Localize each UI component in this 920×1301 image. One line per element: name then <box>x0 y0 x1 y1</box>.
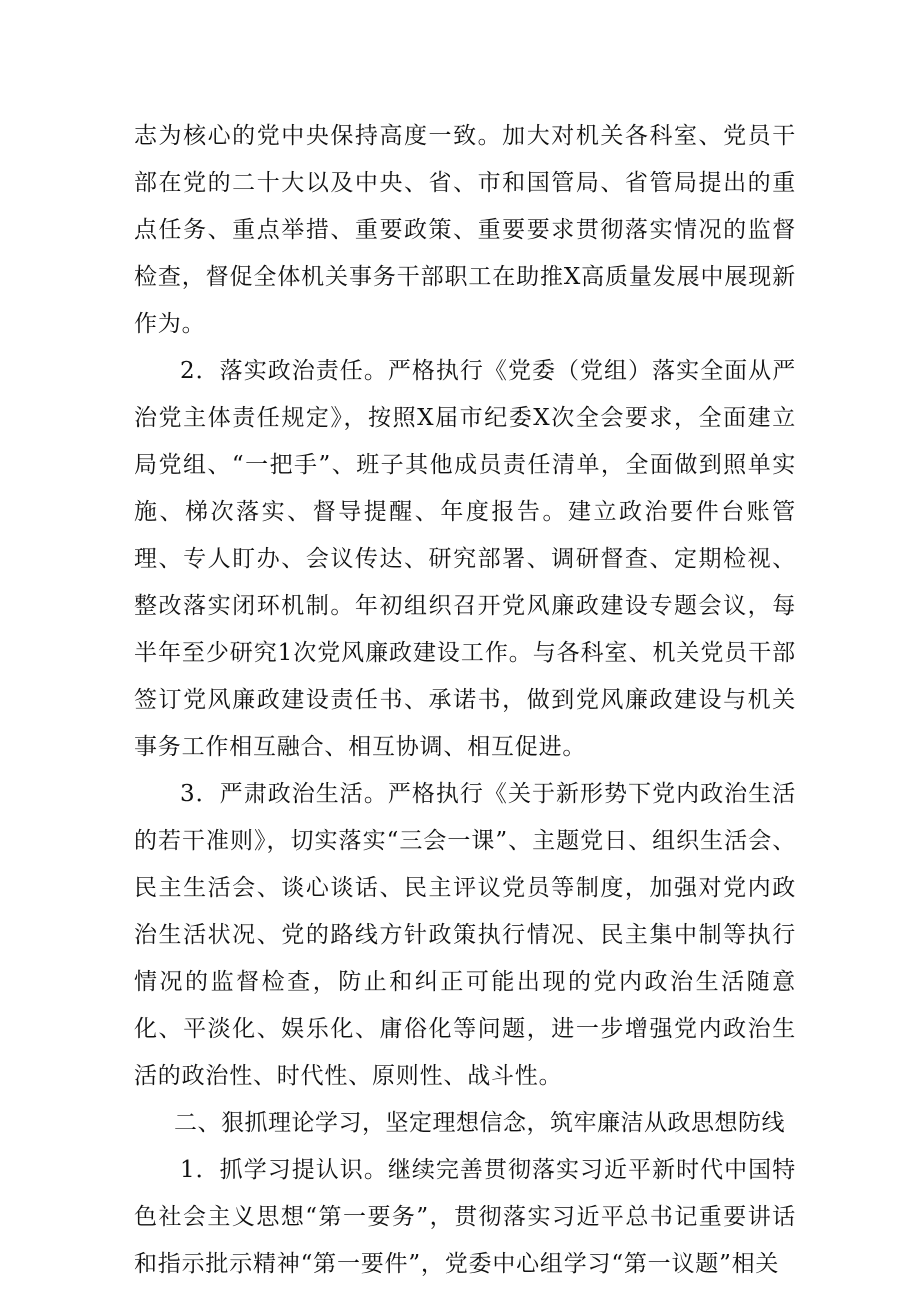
paragraph-political-responsibility: 2．落实政治责任。严格执行《党委（党组）落实全面从严治党主体责任规定》，按照X届市纪委X次全会要求，全面建立局党组、“一把手”、班子其他成员责任清单，全面做到照单实施、梯次落实、督导提醒、年度报告。建立政治要件台账管理、专人盯办、会议传达、研究部署、调研督查、定期检视、整改落实闭环机制。年初组织召开党风廉政建设专题会议，每半年至少研究1次党风廉政建设工作。与各科室、机关党员干部签订党风廉政建设责任书、承诺书，做到党风廉政建设与机关事务工作相互融合、相互协调、相互促进。 <box>134 358 796 760</box>
paragraph-continuation: 志为核心的党中央保持高度一致。加大对机关各科室、党员干部在党的二十大以及中央、省、市和国管局、省管局提出的重点任务、重点举措、重要政策、重要要求贯彻落实情况的监督检查，督促全体机关事务干部职工在助推X高质量发展中展现新作为。 <box>134 123 796 337</box>
section-heading: 二、狠抓理论学习，坚定理想信念，筑牢廉洁从政思想防线 <box>174 1110 785 1136</box>
document-body <box>134 113 796 1288</box>
paragraph-political-life: 3．严肃政治生活。严格执行《关于新形势下党内政治生活的若干准则》，切实落实“三会一课”、主题党日、组织生活会、民主生活会、谈心谈话、民主评议党员等制度，加强对党内政治生活状况、党的路线方针政策执行情况、民主集中制等执行情况的监督检查，防止和纠正可能出现的党内政治生活随意化、平淡化、娱乐化、庸俗化等问题，进一步增强党内政治生活的政治性、时代性、原则性、战斗性。 <box>134 781 796 1089</box>
paragraph-study: 1．抓学习提认识。继续完善贯彻落实习近平新时代中国特色社会主义思想“第一要务”，贯彻落实习近平总书记重要讲话和指示批示精神“第一要件”，党委中心组学习“第一议题”相关 <box>134 1157 796 1277</box>
